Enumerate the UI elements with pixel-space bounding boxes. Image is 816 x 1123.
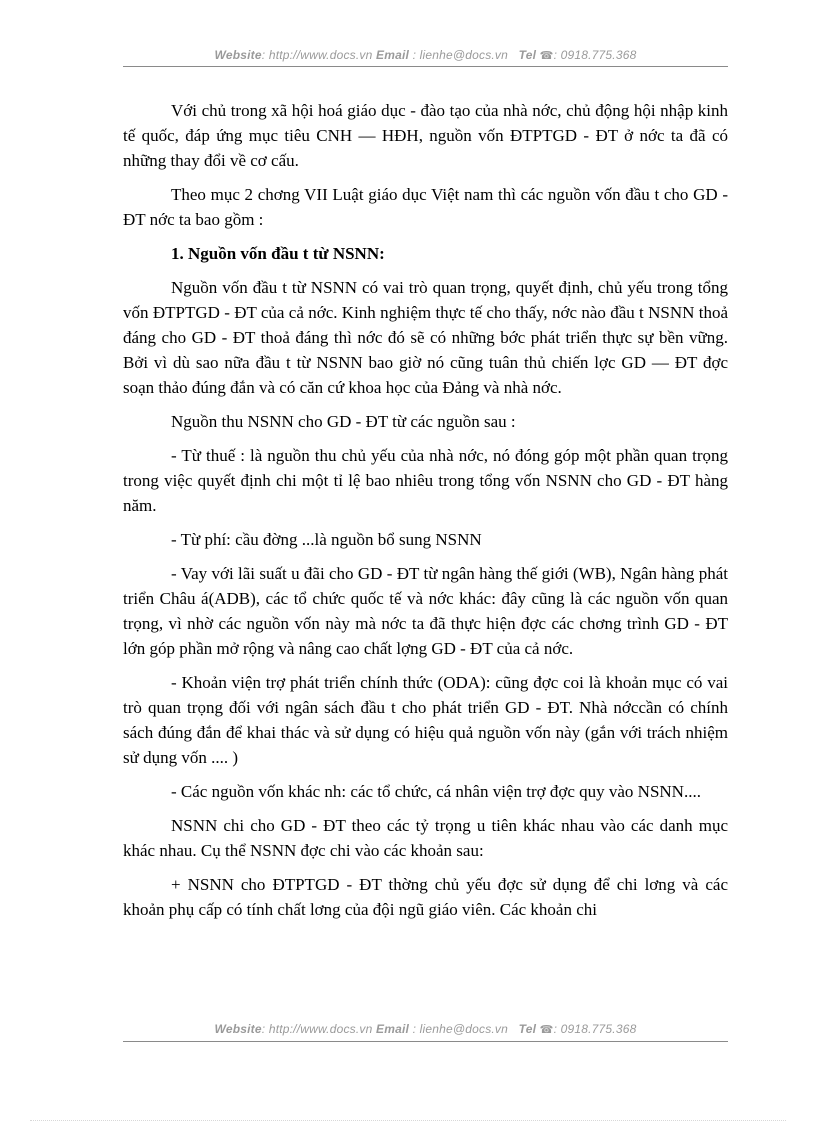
footer-rule [123, 1041, 728, 1042]
paragraph: Nguồn vốn đầu t từ NSNN có vai trò quan trọng, quyết định, chủ yếu trong tổng vốn ĐTPTGD - ĐT của cả nớc. Kinh nghiệm thực tế cho thấy, nớc nào đầu t NSNN thoả đáng cho GD - ĐT thoả đáng thì nớc đó sẽ có những bớc phát triển thực sự bền vững. Bởi vì dù sao nữa đầu t từ NSNN bao giờ nó cũng tuân thủ chiến lợc GD — ĐT đợc soạn thảo đúng đắn và có căn cứ khoa học của Đảng và nhà nớc. [123, 278, 728, 397]
footer-email-label: Email [376, 1022, 410, 1036]
paragraph: - Các nguồn vốn khác nh: các tổ chức, cá nhân viện trợ đợc quy vào NSNN.... [171, 782, 701, 801]
phone-icon: ☎ [539, 50, 554, 62]
footer-email-value: : lienhe@docs.vn [412, 1022, 509, 1036]
footer-tel-label: Tel [518, 1022, 537, 1036]
footer-website-label: Website [214, 1022, 262, 1036]
paragraph: - Từ thuế : là nguồn thu chủ yếu của nhà nớc, nó đóng góp một phần quan trọng trong việc quyết định chi một tỉ lệ bao nhiêu trong tổng vốn NSNN cho GD - ĐT hàng năm. [123, 446, 728, 515]
phone-icon: ☎ [539, 1024, 554, 1036]
header-tel-label: Tel [518, 48, 537, 62]
header-website-label: Website [214, 48, 262, 62]
header-website-url: : http://www.docs.vn [261, 48, 373, 62]
header-tel-value: : 0918.775.368 [553, 48, 637, 62]
page-bottom-divider [30, 1120, 786, 1121]
paragraph: - Vay với lãi suất u đãi cho GD - ĐT từ ngân hàng thế giới (WB), Ngân hàng phát triển Châu á(ADB), các tổ chức quốc tế và nớc khác: đây cũng là các nguồn vốn quan trọng, vì nhờ các nguồn vốn này mà nớc ta đã thực hiện đợc các chơng trình GD - ĐT lớn góp phần mở rộng và nâng cao chất lợng GD - ĐT của cả nớc. [123, 564, 728, 658]
paragraph: Theo mục 2 chơng VII Luật giáo dục Việt nam thì các nguồn vốn đầu t cho GD - ĐT nớc ta bao gồm : [123, 185, 728, 229]
footer-tel-value: : 0918.775.368 [553, 1022, 637, 1036]
header-email-label: Email [376, 48, 410, 62]
header-rule [123, 66, 728, 67]
footer-website-url: : http://www.docs.vn [261, 1022, 373, 1036]
section-heading: 1. Nguồn vốn đầu t từ NSNN: [171, 244, 385, 263]
document-body [123, 98, 728, 931]
paragraph: + NSNN cho ĐTPTGD - ĐT thờng chủ yếu đợc sử dụng để chi lơng và các khoản phụ cấp có tính chất lơng của đội ngũ giáo viên. Các khoản chi [123, 875, 728, 919]
paragraph: Nguồn thu NSNN cho GD - ĐT từ các nguồn sau : [171, 412, 516, 431]
paragraph: Với chủ trong xã hội hoá giáo dục - đào tạo của nhà nớc, chủ động hội nhập kinh tế quốc, đáp ứng mục tiêu CNH — HĐH, nguồn vốn ĐTPTGD - ĐT ở nớc ta đã có những thay đổi về cơ cấu. [123, 101, 728, 170]
page-footer [123, 1022, 728, 1036]
paragraph: - Từ phí: cầu đờng ...là nguồn bổ sung NSNN [171, 530, 482, 549]
paragraph: - Khoản viện trợ phát triển chính thức (ODA): cũng đợc coi là khoản mục có vai trò quan trọng đối với ngân sách đầu t cho phát triển GD - ĐT. Nhà nớccần có chính sách đúng đắn để khai thác và sử dụng có hiệu quả nguồn vốn này (gắn với trách nhiệm sử dụng vốn .... ) [123, 673, 728, 767]
paragraph: NSNN chi cho GD - ĐT theo các tỷ trọng u tiên khác nhau vào các danh mục khác nhau. Cụ thể NSNN đợc chi vào các khoản sau: [123, 816, 728, 860]
header-email-value: : lienhe@docs.vn [412, 48, 509, 62]
page-header [123, 48, 728, 62]
